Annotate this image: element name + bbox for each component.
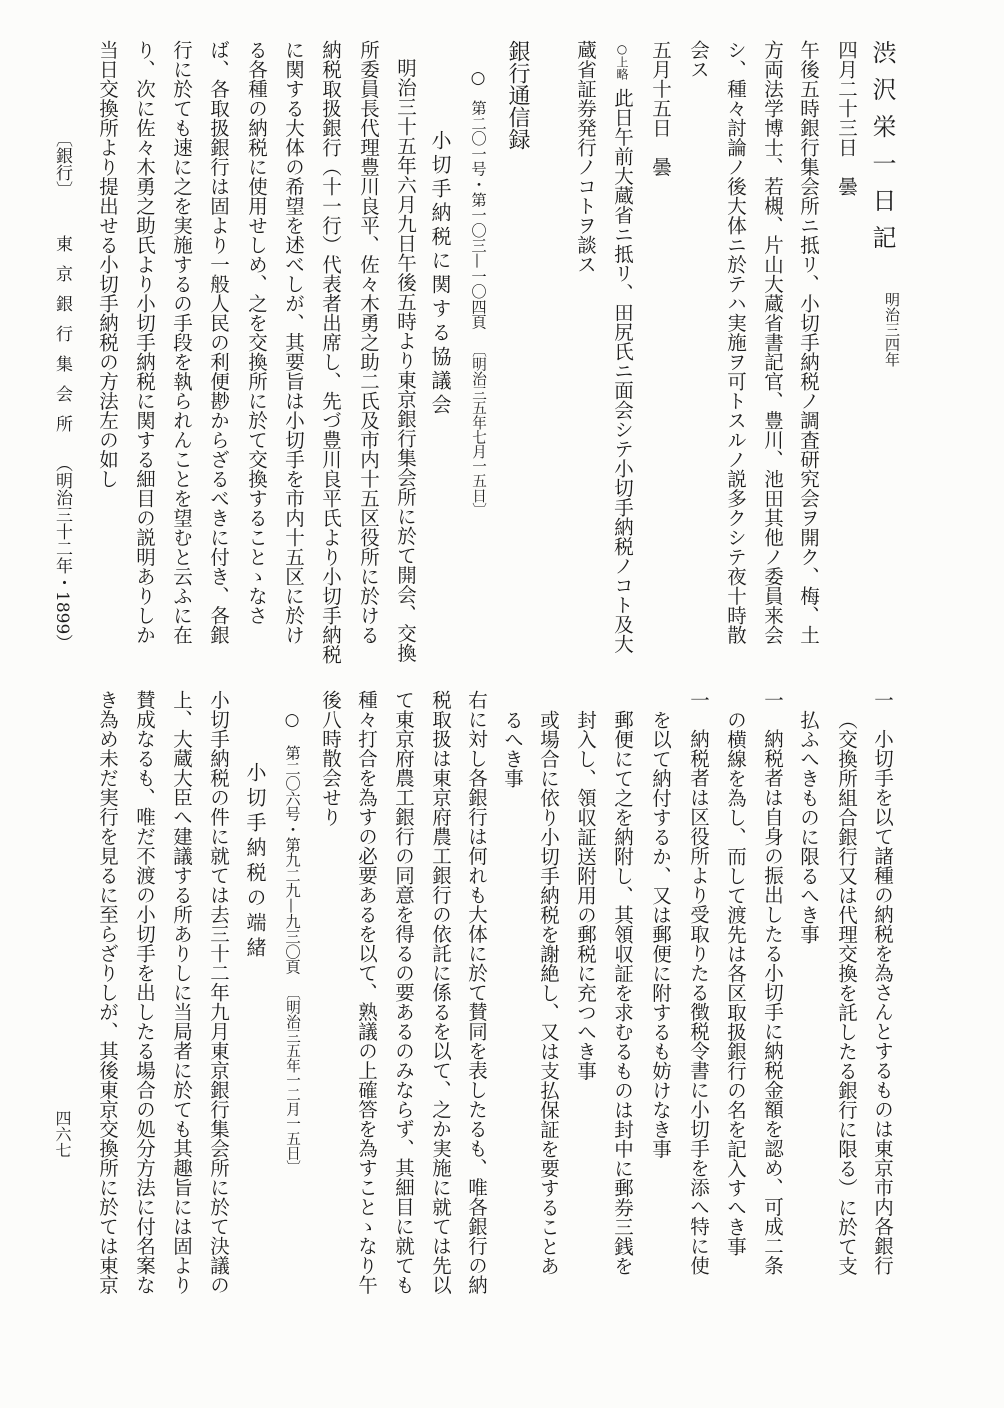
article-line: の横線を為し、而して渡先は各区取扱銀行の名を記入すへき事 [724, 710, 747, 1256]
article-ref-date: 〔明治三五年一二月一五日〕 [284, 985, 301, 1175]
article-line: （交換所組合銀行又は代理交換を託したる銀行に限る）に於て支 [835, 710, 858, 1276]
footer-organization: 東京銀行集会所 [52, 235, 72, 445]
diary-title: 渋沢栄一日記 [868, 40, 896, 262]
article-line: 当日交換所より提出せる小切手納税の方法左の如し [96, 40, 119, 489]
article-ref-issue: 第二〇一号・第一〇三—一〇四頁 [469, 100, 487, 330]
footer-category: 〔銀行〕 [52, 130, 72, 198]
diary-era: 明治三四年 [883, 292, 901, 367]
diary-line: 午後五時銀行集会所ニ抵リ、小切手納税ノ調査研究会ヲ開ク、梅、土 [797, 40, 820, 645]
article-line: 後八時散会せり [319, 690, 342, 827]
omission-note: ○上略 [615, 42, 629, 80]
article-title: 小切手納税に関する協議会 [428, 130, 452, 418]
page-number: 四六七 [53, 1110, 72, 1158]
diary-line: 五月十五日 曇 [649, 40, 672, 177]
article-line: 賛成なるも、唯だ不渡の小切手を出したる場合の処分方法に付名案な [133, 690, 156, 1295]
article-line: 上、大蔵大臣へ建議する所ありしに当局者に於ても其趣旨には固より [170, 690, 193, 1295]
article-line: 或場合に依り小切手納税を謝絶し、又は支払保証を要することあ [537, 710, 560, 1276]
diary-line: シ、種々討論ノ後大体ニ於テハ実施ヲ可トスルノ説多クシテ夜十時散 [724, 40, 747, 645]
diary-line: 方両法学博士、若槻、片山大蔵省書記官、豊川、池田其他ノ委員来会 [761, 40, 784, 645]
article-line: 明治三十五年六月九日午後五時より東京銀行集会所に於て開会、交換 [394, 58, 417, 663]
article-line: に関する大体の希望を述べしが、其要旨は小切手を市内十五区に於け [282, 40, 305, 645]
article-line: 一 納税者は自身の振出したる小切手に納税金額を認め、可成二条 [761, 690, 784, 1275]
article-line: て東京府農工銀行の同意を得るの要あるのみならず、其細目に就ても [392, 690, 415, 1295]
article-line: 納税取扱銀行（十一行）代表者出席し、先づ豊川良平氏より小切手納税 [319, 40, 342, 664]
article-line: 行に於ても速に之を実施するの手段を執られんことを望むと云ふに在 [170, 40, 193, 645]
article-line: 税取扱は東京府農工銀行の依託に係るを以て、之か実施に就ては先以 [429, 690, 452, 1295]
footer-year: （明治三十二年・1899） [52, 455, 72, 652]
article-ref-marker: ○ [282, 710, 302, 730]
article-line: 一 小切手を以て諸種の納税を為さんとするものは東京市内各銀行 [871, 690, 894, 1275]
article-title: 小切手納税の端緒 [243, 762, 267, 962]
article-line: 小切手納税の件に就ては去三十二年九月東京銀行集会所に於て決議の [207, 690, 230, 1295]
article-line: を以て納付するか、又は郵便に附するも妨けなき事 [649, 710, 672, 1159]
diary-line: 蔵省証券発行ノコトヲ談ス [574, 40, 597, 274]
section-heading: 銀行通信録 [505, 40, 530, 150]
article-line: 右に対し各銀行は何れも大体に於て賛同を表したるも、唯各銀行の納 [465, 690, 488, 1295]
article-line: り、次に佐々木勇之助氏より小切手納税に関する細目の説明ありしか [133, 40, 156, 645]
diary-line: 此日午前大蔵省ニ抵リ、田尻氏ニ面会シテ小切手納税ノコト及大 [611, 88, 634, 654]
article-line: るへき事 [501, 710, 524, 788]
article-line: 郵便にて之を納附し、其領収証を求むるものは封中に郵券三銭を [611, 710, 634, 1276]
article-line: 払ふへきものに限るへき事 [797, 710, 820, 944]
article-line: 一 納税者は区役所より受取りたる徴税令書に小切手を添へ特に使 [687, 690, 710, 1275]
article-line: ば、各取扱銀行は固より一般人民の利便尠からざるべきに付き、各銀 [207, 40, 230, 645]
article-line: る各種の納税に使用せしめ、之を交換所に於て交換することゝなさ [245, 40, 268, 625]
diary-line: 四月二十三日 曇 [835, 40, 858, 196]
article-line: き為め未だ実行を見るに至らざりしが、其後東京交換所に於ては東京 [96, 690, 119, 1295]
article-line: 種々打合を為すの必要あるを以て、熟議の上確答を為すことゝなり午 [355, 690, 378, 1295]
diary-line: 会ス [687, 40, 710, 79]
article-ref-marker: ○ [468, 68, 488, 88]
article-line: 所委員長代理豊川良平、佐々木勇之助二氏及市内十五区役所に於ける [357, 40, 380, 645]
article-line: 封入し、領収証送附用の郵税に充つへき事 [574, 710, 597, 1081]
article-ref-issue: 第二〇六号・第九二九—九三〇頁 [283, 745, 301, 975]
article-ref-date: 〔明治三五年七月一五日〕 [470, 342, 487, 518]
